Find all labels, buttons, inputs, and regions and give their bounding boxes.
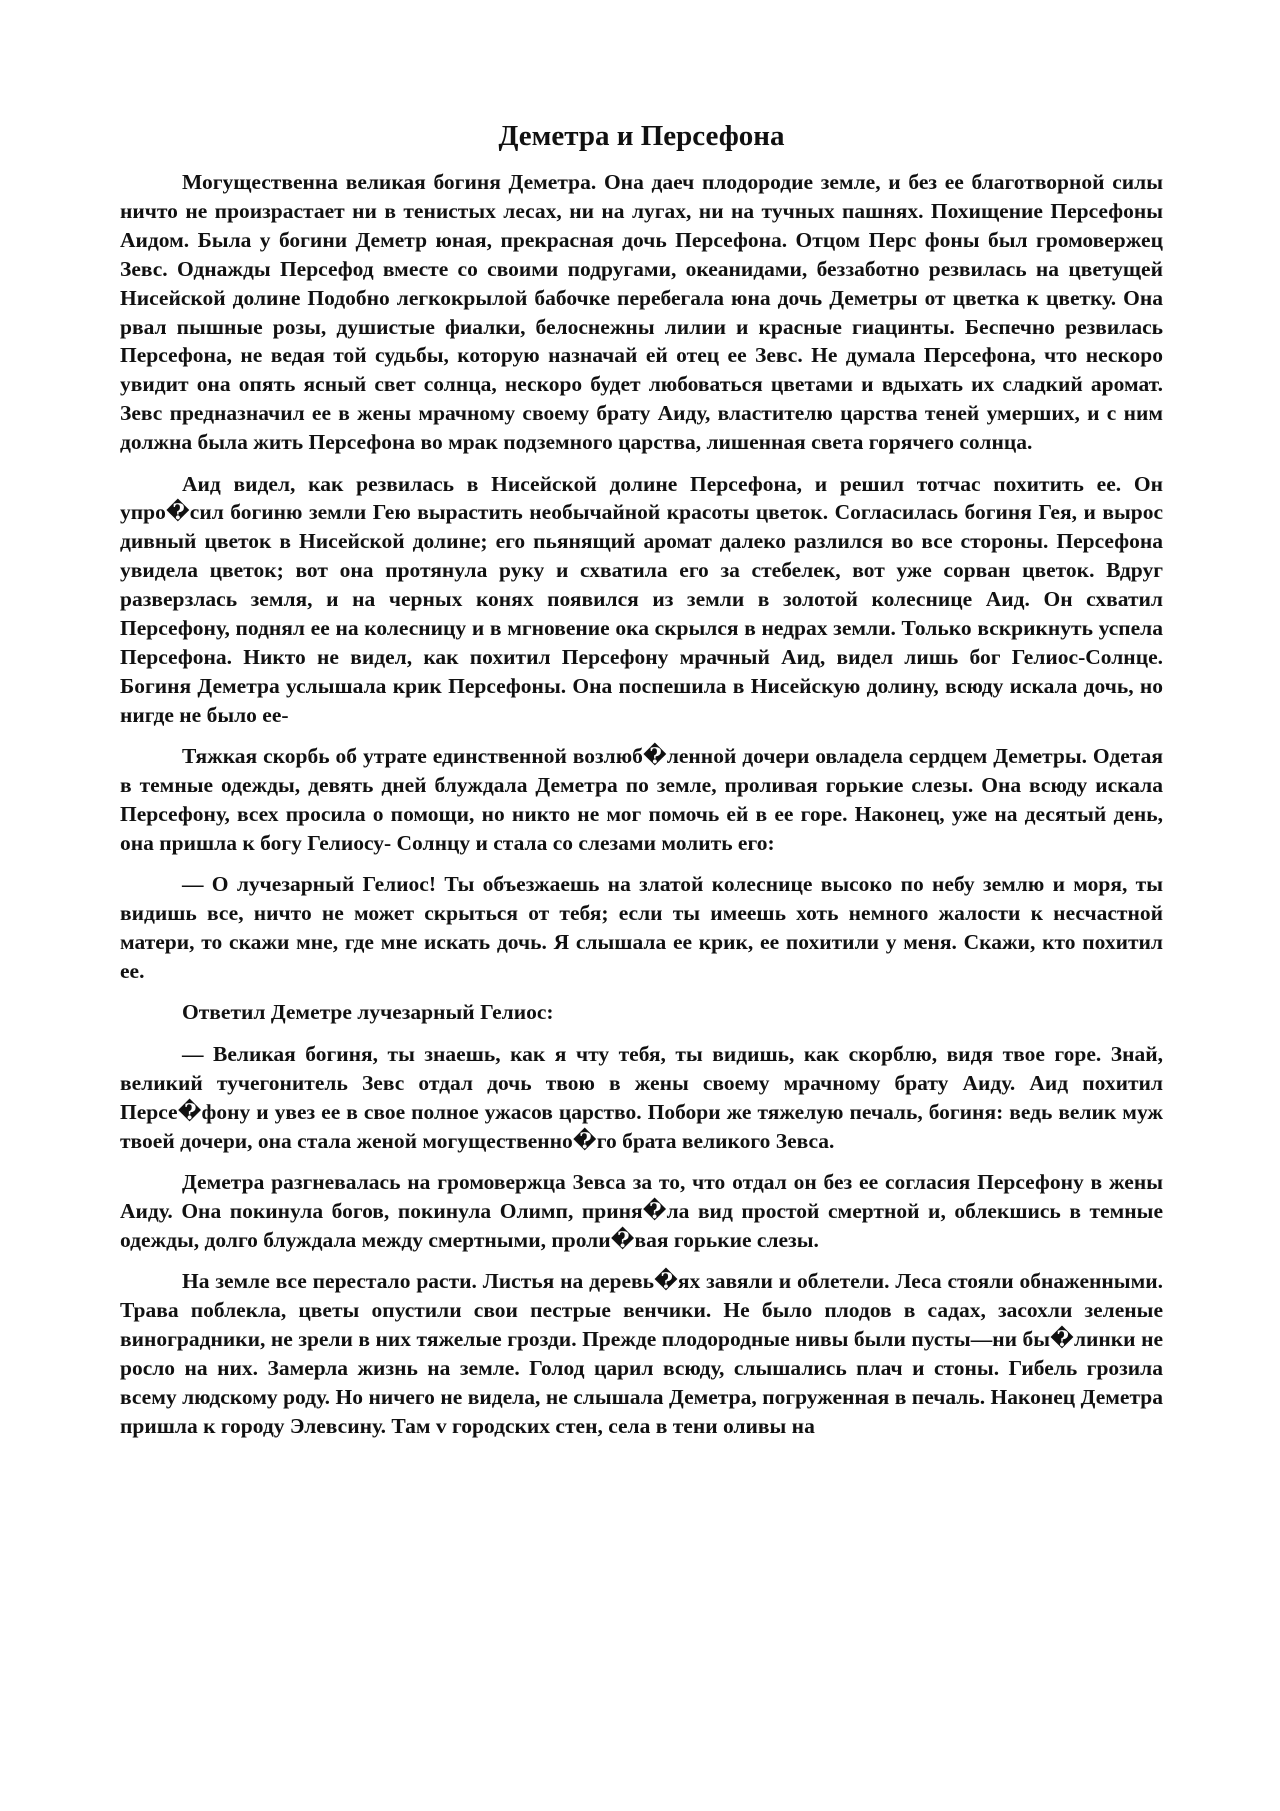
paragraph-1: Могущественна великая богиня Деметра. Она даеч плодородие земле, и без ее благотворной силы ничто не произрастает ни в тенистых лесах, ни на лугах, ни на тучных пашнях. Похищение Персефоны Аидом. Была у богини Деметр юная, прекрасная дочь Персефона. Отцом Перс фоны был громовержец Зевс. Однажды Персефод вместе со своими подругами, океанидами, беззаботно резвилась на цветущей Нисейской долине Подобно легкокрылой бабочке перебегала юна дочь Деметры от цветка к цветку. Она рвал пышные розы, душистые фиалки, белоснежны лилии и красные гиацинты. Беспечно резвилась Персефона, не ведая той судьбы, которую назначай ей отец ее Зевс. Не думала Персефона, что нескоро увидит она опять ясный свет солнца, нескоро будет любоваться цветами и вдыхать их сладкий аромат. Зевс предназначил ее в жены мрачному своему брату Аиду, властителю царства теней умерших, и с ним должна была жить Персефона во мрак подземного царства, лишенная света горячего солнца.: [120, 170, 1163, 455]
document-title: Деметра и Персефона: [498, 120, 785, 152]
paragraph-5: Ответил Деметре лучезарный Гелиос:: [182, 1000, 554, 1025]
paragraph-2: Аид видел, как резвилась в Нисейской долине Персефона, и решил тотчас похитить ее. Он упро�сил богиню земли Гею вырастить необычайной красоты цветок. Согласилась богиня Гея, и вырос дивный цветок в Нисейской долине; его пьянящий аромат далеко разлился во все стороны. Персефона увидела цветок; вот она протянула руку и схватила его за стебелек, вот уже сорван цветок. Вдруг разверзлась земля, и на черных конях появился из земли в золотой колеснице Аид. Он схватил Персефону, поднял ее на колесницу и в мгновение ока скрылся в недрах земли. Только вскрикнуть успела Персефона. Никто не видел, как похитил Персефону мрачный Аид, видел лишь бог Гелиос-Солнце. Богиня Деметра услышала крик Персефоны. Она поспешила в Нисейскую долину, всюду искала дочь, но нигде не было ее-: [120, 471, 1163, 727]
paragraph-6: — Великая богиня, ты знаешь, как я чту тебя, ты видишь, как скорблю, видя твое горе. Знай, великий тучегонитель Зевс отдал дочь твою в жены своему мрачному брату Аиду. Аид похитил Персе�фону и увез ее в свое полное ужасов царство. Побори же тяжелую печаль, богиня: ведь велик муж твоей дочери, она стала женой могущественно�го брата великого Зевса.: [120, 1041, 1163, 1153]
paragraph-3: Тяжкая скорбь об утрате единственной возлюб�ленной дочери овладела сердцем Деметры. Одетая в темные одежды, девять дней блуждала Деметра по земле, проливая горькие слезы. Она всюду искала Персефону, всех просила о помощи, но никто не мог помочь ей в ее горе. Наконец, уже на десятый день, она пришла к богу Гелиосу- Солнцу и стала со слезами молить его:: [120, 744, 1163, 855]
paragraph-7: Деметра разгневалась на громовержца Зевса за то, что отдал он без ее согласия Персефону в жены Аиду. Она покинула богов, покинула Олимп, приня�ла вид простой смертной и, облекшись в темные одежды, долго блуждала между смертными, проли�вая горькие слезы.: [120, 1170, 1163, 1252]
paragraph-8: На земле все перестало расти. Листья на деревь�ях завяли и облетели. Леса стояли обнаженными. Трава поблекла, цветы опустили свои пестрые венчики. Не было плодов в садах, засохли зеленые виноградники, не зрели в них тяжелые грозди. Прежде плодородные нивы были пусты—ни бы�линки не росло на них. Замерла жизнь на земле. Голод царил всюду, слышались плач и стоны. Гибель грозила всему людскому роду. Но ничего не видела, не слышала Деметра, погруженная в печаль. Наконец Деметра пришла к городу Элевсину. Там v городских стен, села в тени оливы на: [120, 1269, 1163, 1438]
document-page: [120, 116, 1163, 1441]
paragraph-4: — О лучезарный Гелиос! Ты объезжаешь на златой колеснице высоко по небу землю и моря, ты видишь все, ничто не может скрыться от тебя; если ты имеешь хоть немного жалости к несчастной матери, то скажи мне, где мне искать дочь. Я слышала ее крик, ее похитили у меня. Скажи, кто похитил ее.: [120, 872, 1163, 984]
